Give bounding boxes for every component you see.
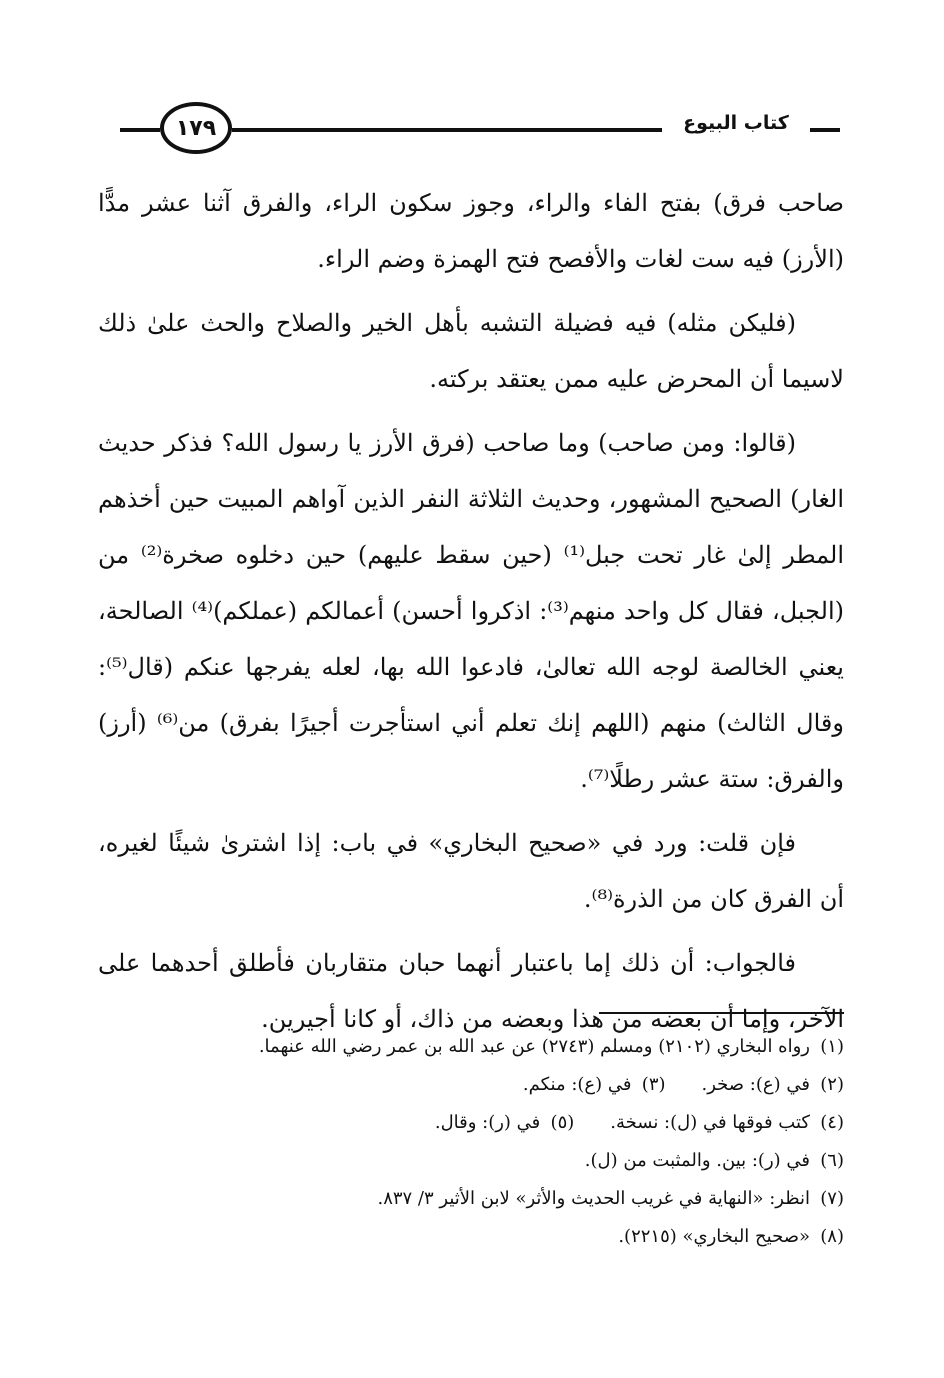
footnote-4-5 [98,1104,844,1142]
footnote-divider [599,1012,844,1014]
paragraph-2: (فليكن مثله) فيه فضيلة التشبه بأهل الخير والصلاح والحث علىٰ ذلك لاسيما أن المحرض عليه ممن يعتقد بركته. [98,309,844,393]
running-title: كتاب البيوع [683,112,789,134]
footnote-7 [98,1180,844,1218]
page-number: ١٧٩ [160,102,232,154]
paragraph-3: (قالوا: ومن صاحب) وما صاحب (فرق الأرز يا رسول الله؟ فذكر حديث الغار) الصحيح المشهور، وحديث الثلاثة النفر الذين آواهم المبيت حين أخذهم المطر إلىٰ غار تحت جبل⁽¹⁾ (حين سقط عليهم) حين دخلوه صخرة⁽²⁾ من (الجبل، فقال كل واحد منهم⁽³⁾: اذكروا أحسن) أعمالكم (عملكم)⁽⁴⁾ الصالحة، يعني الخالصة لوجه الله تعالىٰ، فادعوا الله بها، لعله يفرجها عنكم (قال⁽⁵⁾: وقال الثالث) منهم (اللهم إنك تعلم أني استأجرت أجيرًا بفرق) من⁽⁶⁾ (أرز) والفرق: ستة عشر رطلًا⁽⁷⁾. [98,429,845,793]
header-rule-left [120,128,160,132]
footnote-number: (٣) [641,1074,666,1095]
footnote-number: (٧) [820,1188,844,1209]
footnote-number: (٢) [820,1074,844,1095]
header-rule-right [810,128,840,132]
footnote-text: رواه البخاري (٢١٠٢) ومسلم (٢٧٤٣) عن عبد الله بن عمر رضي الله عنهما. [258,1036,810,1057]
footnote-number: (٦) [820,1150,844,1171]
footnote-text: «صحيح البخاري» (٢٢١٥). [618,1226,810,1247]
footnote-number: (٤) [820,1112,844,1133]
footnote-1 [98,1028,844,1066]
footnote-6 [98,1142,844,1180]
footnote-2-3 [98,1066,844,1104]
footnote-number: (٨) [820,1226,844,1247]
footnote-text: في (ع): صخر. [701,1074,810,1095]
footnote-text: كتب فوقها في (ل): نسخة. [610,1112,810,1133]
header-rule-middle [232,128,662,132]
footnote-number: (١) [820,1036,844,1057]
footnote-text: انظر: «النهاية في غريب الحديث والأثر» لابن الأثير ٣/ ٨٣٧. [377,1188,810,1209]
footnotes [98,1028,844,1256]
page-header [120,100,840,160]
paragraph-5: فالجواب: أن ذلك إما باعتبار أنهما حبان متقاربان فأطلق أحدهما على الآخر، وإما أن بعضه من هذا وبعضه من ذاك، أو كانا أجيرين. [98,949,844,1033]
paragraph-1: صاحب فرق) بفتح الفاء والراء، وجوز سكون الراء، والفرق آثنا عشر مدًّا (الأرز) فيه ست لغات والأفصح فتح الهمزة وضم الراء. [98,189,844,273]
footnote-text: في (ع): منكم. [522,1074,632,1095]
footnote-number: (٥) [550,1112,575,1133]
main-text [98,175,844,1055]
footnote-8 [98,1218,844,1256]
footnote-text: في (ر): بين. والمثبت من (ل). [584,1150,810,1171]
footnote-text: في (ر): وقال. [434,1112,541,1133]
paragraph-4: فإن قلت: ورد في «صحيح البخاري» في باب: إذا اشترىٰ شيئًا لغيره، أن الفرق كان من الذرة⁽⁸⁾. [98,829,844,913]
